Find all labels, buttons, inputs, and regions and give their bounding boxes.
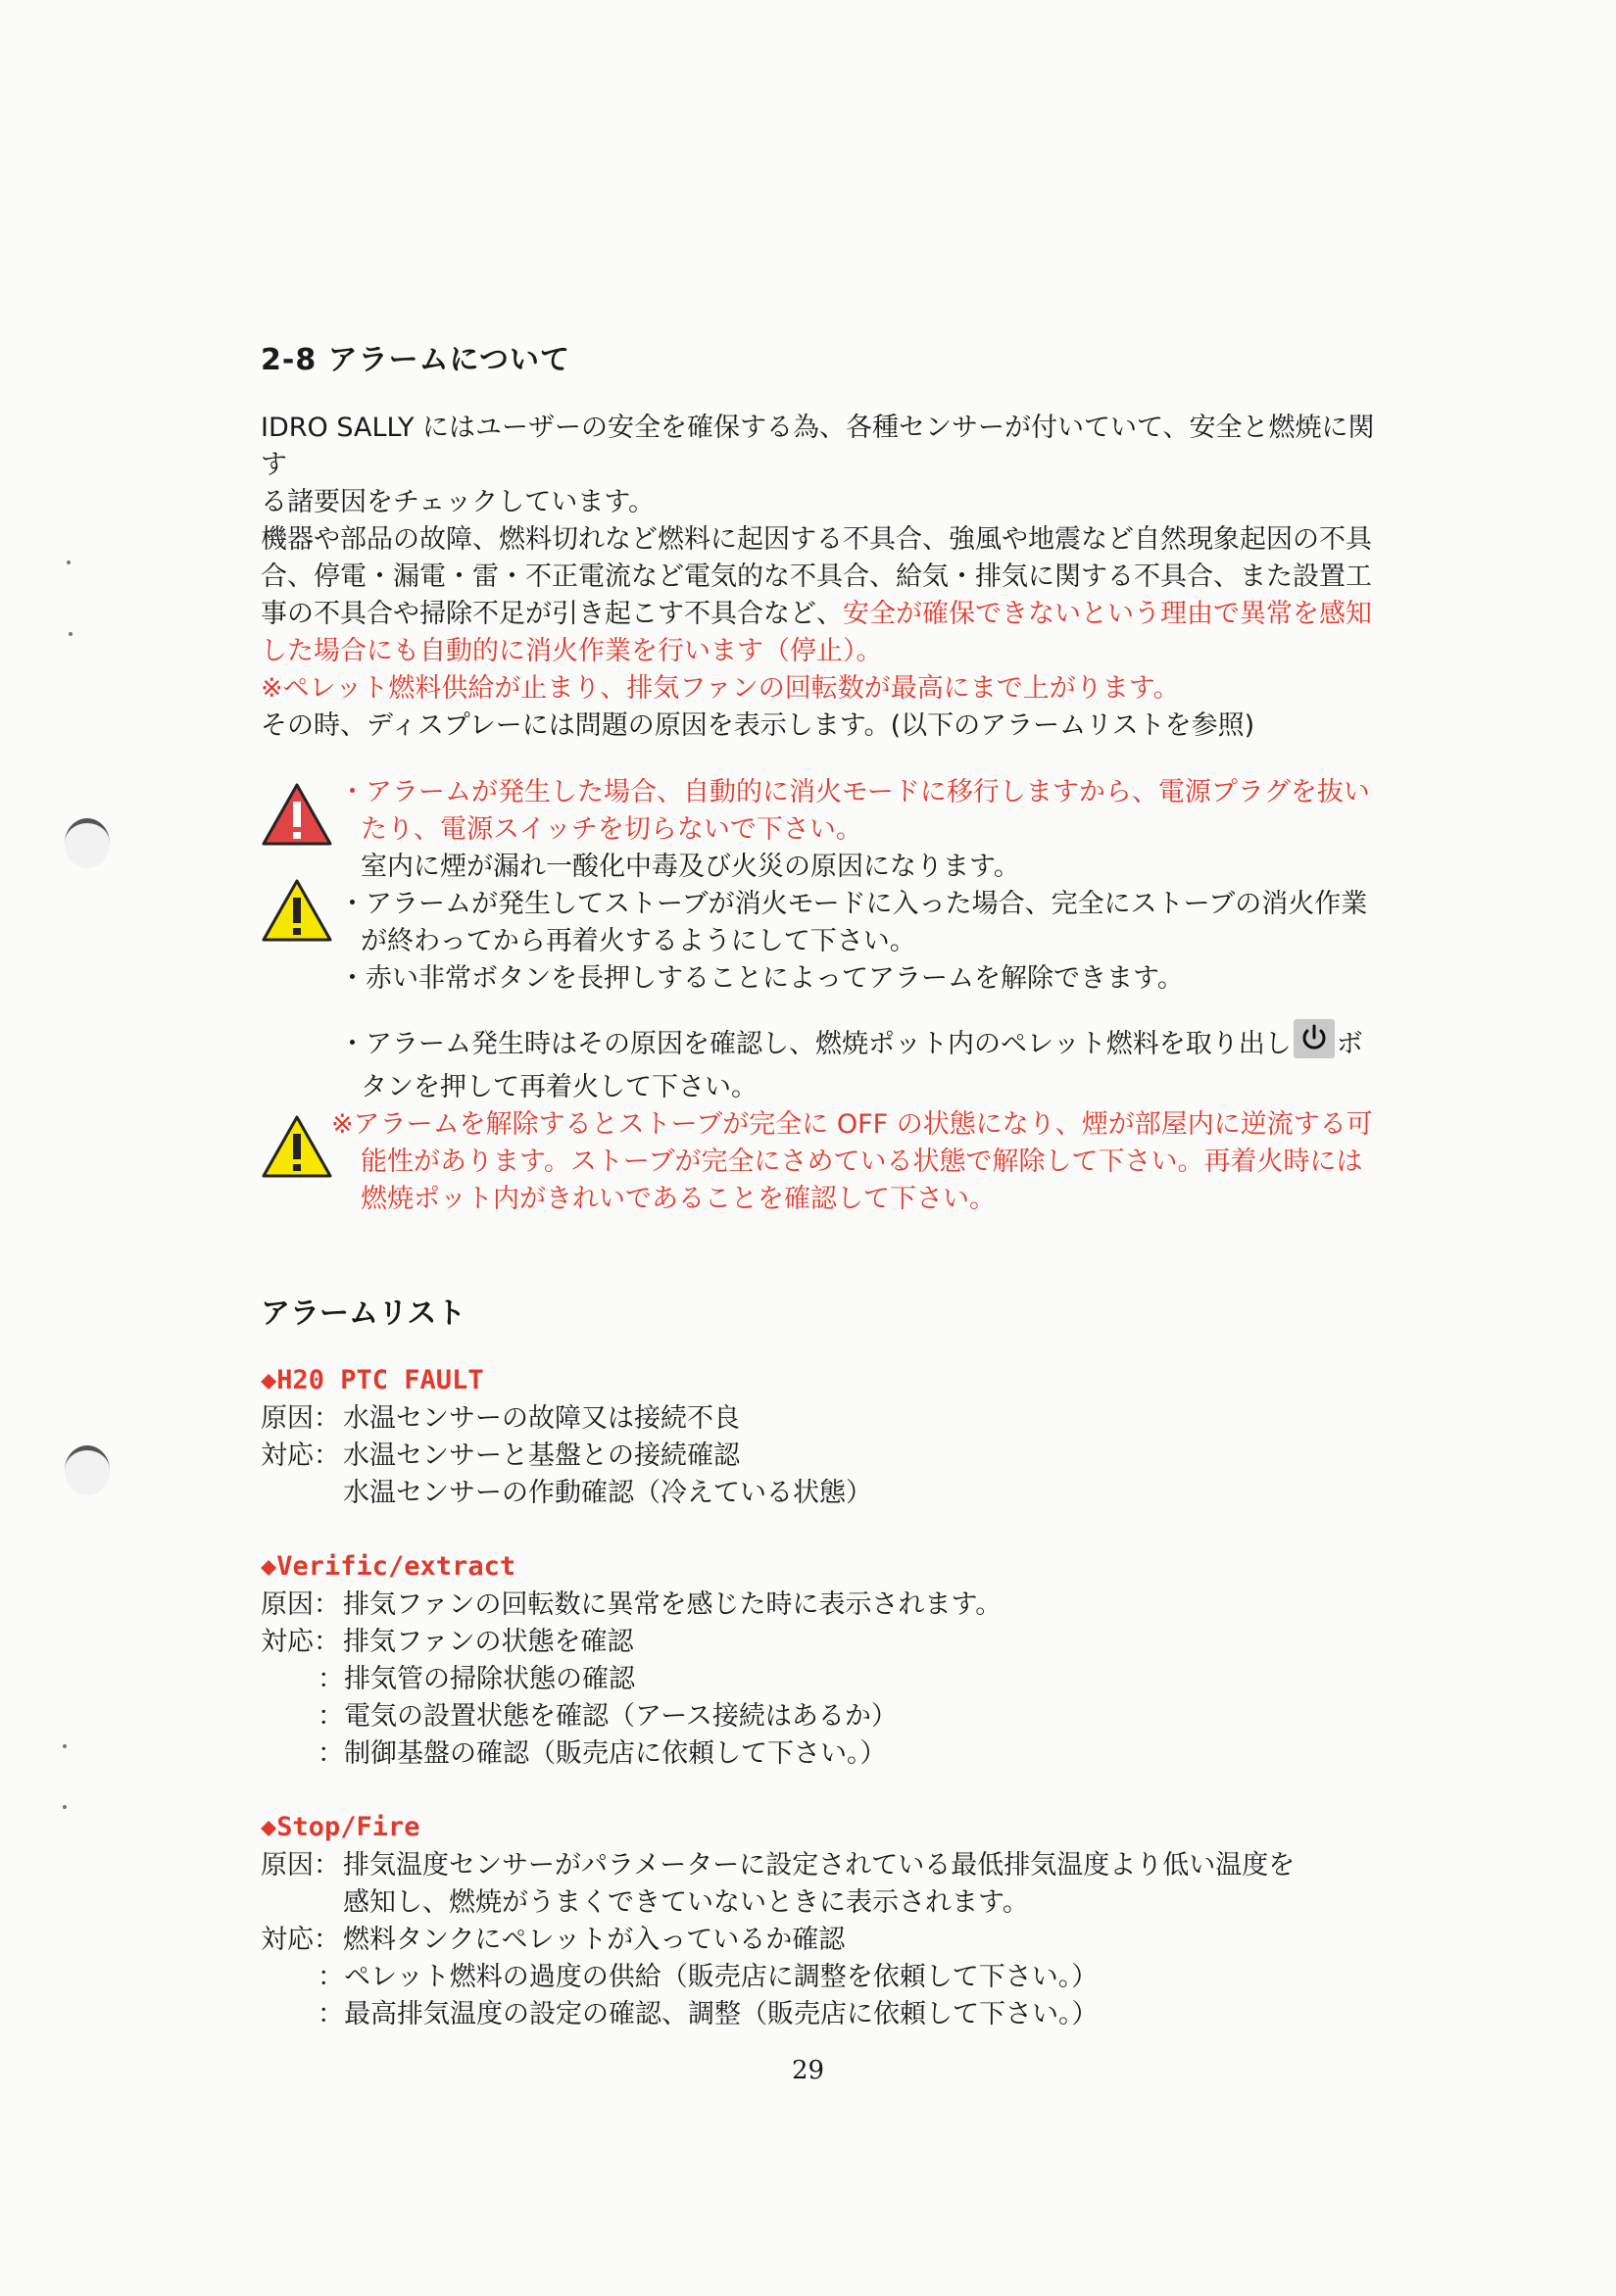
intro-text-red: 安全が確保できないという理由で異常を感知: [843, 599, 1372, 629]
intro-text: [261, 410, 1378, 745]
cause-label: 原因：: [261, 1403, 340, 1434]
action-label: 対応：: [261, 1925, 340, 1955]
action-text: ：最高排気温度の設定の確認、調整（販売店に依頼して下さい。）: [318, 1999, 1099, 2029]
intro-line: [261, 596, 1378, 633]
alarm-name: ◆H20 PTC FAULT: [261, 1365, 484, 1395]
action-text: ：電気の設置状態を確認（アース接続はあるか）: [318, 1701, 898, 1732]
intro-line: 合、停電・漏電・雷・不正電流など電気的な不具合、給気・排気に関する不具合、また設置工: [261, 562, 1372, 592]
action-text: ：ペレット燃料の過度の供給（販売店に調整を依頼して下さい。）: [318, 1962, 1099, 1992]
alarm-cause: [261, 1587, 1378, 1624]
action-label: 対応：: [261, 1441, 340, 1471]
warning-text: が終わってから再着火するようにして下さい。: [361, 926, 916, 956]
warning-text: [339, 1019, 1378, 1063]
intro-text-black: 事の不具合や掃除不足が引き起こす不具合など、: [261, 599, 843, 629]
danger-triangle-icon: [261, 782, 333, 847]
alarm-entry: [261, 1808, 1378, 2033]
warning-caution-red: [261, 1106, 1378, 1218]
warning-danger: [261, 774, 1378, 886]
warning-text-part: ボ: [1336, 1029, 1363, 1059]
caution-triangle-icon: [261, 878, 333, 943]
warning-text-red: たり、電源スイッチを切らないで下さい。: [361, 814, 862, 845]
warning-text: 室内に煙が漏れ一酸化中毒及び火災の原因になります。: [361, 852, 1020, 882]
action-text: 水温センサーと基盤との接続確認: [343, 1441, 740, 1471]
cause-label: 原因：: [261, 1589, 340, 1620]
punch-hole-mark: [65, 1445, 110, 1495]
scan-speck: [63, 1805, 67, 1809]
cause-text: 水温センサーの故障又は接続不良: [343, 1403, 740, 1434]
alarm-name: ◆Stop/Fire: [261, 1812, 420, 1842]
scan-speck: [63, 1744, 67, 1748]
main-content: [261, 335, 1378, 2069]
warning-reignite: [261, 1019, 1378, 1106]
intro-line: る諸要因をチェックしています。: [261, 487, 656, 517]
warning-caution: [261, 886, 1378, 998]
warning-text-red: ※アラームを解除するとストーブが完全に OFF の状態になり、煙が部屋内に逆流する可: [331, 1109, 1373, 1140]
alarm-name: ◆Verific/extract: [261, 1551, 516, 1582]
action-text: ：排気管の掃除状態の確認: [318, 1664, 635, 1694]
alarm-list-title: アラームリスト: [261, 1296, 466, 1331]
power-icon: [1294, 1019, 1335, 1058]
alarm-cause: [261, 1847, 1378, 1884]
cause-text: 排気ファンの回転数に異常を感じた時に表示されます。: [343, 1589, 1003, 1620]
warning-text-red: ・アラームが発生した場合、自動的に消火モードに移行しますから、電源プラグを抜い: [339, 777, 1370, 807]
intro-line: 機器や部品の故障、燃料切れなど燃料に起因する不具合、強風や地震など自然現象起因の不具: [261, 524, 1372, 555]
action-text: 燃料タンクにペレットが入っているか確認: [343, 1925, 846, 1955]
alarm-entry: [261, 1547, 1378, 1773]
alarm-action: [261, 1922, 1378, 1959]
warning-text: ・アラームが発生してストーブが消火モードに入った場合、完全にストーブの消火作業: [339, 889, 1368, 919]
intro-line-red: ※ペレット燃料供給が止まり、排気ファンの回転数が最高にまで上がります。: [261, 673, 1180, 704]
action-text: 排気ファンの状態を確認: [343, 1627, 634, 1657]
warning-text-red: 能性があります。ストーブが完全にさめている状態で解除して下さい。再着火時には: [361, 1147, 1363, 1177]
alarm-entry: [261, 1361, 1378, 1512]
warning-block: [261, 774, 1378, 1218]
alarm-cause: [261, 1400, 1378, 1438]
warning-text: ・赤い非常ボタンを長押しすることによってアラームを解除できます。: [339, 963, 1184, 994]
cause-text: 感知し、燃焼がうまくできていないときに表示されます。: [343, 1887, 1029, 1918]
intro-line: IDRO SALLY にはユーザーの安全を確保する為、各種センサーが付いていて、安全と燃焼に関す: [261, 413, 1375, 480]
punch-hole-mark: [65, 818, 110, 868]
warning-text-red: 燃焼ポット内がきれいであることを確認して下さい。: [361, 1184, 996, 1214]
scan-speck: [69, 632, 73, 636]
scan-speck: [67, 561, 71, 564]
action-label: 対応：: [261, 1627, 340, 1657]
intro-line-red: した場合にも自動的に消火作業を行います（停止）。: [261, 636, 883, 666]
warning-text: タンを押して再着火して下さい。: [361, 1072, 758, 1102]
cause-label: 原因：: [261, 1850, 340, 1881]
action-text: ：制御基盤の確認（販売店に依頼して下さい。）: [318, 1738, 887, 1769]
alarm-action: [261, 1438, 1378, 1475]
cause-text: 排気温度センサーがパラメーターに設定されている最低排気温度より低い温度を: [343, 1850, 1296, 1881]
action-text: 水温センサーの作動確認（冷えている状態）: [343, 1478, 872, 1508]
section-title: 2-8 アラームについて: [261, 343, 571, 377]
page-number: 29: [791, 2056, 825, 2085]
warning-text-part: ・アラーム発生時はその原因を確認し、燃焼ポット内のペレット燃料を取り出し: [339, 1029, 1292, 1059]
intro-line: その時、ディスプレーには問題の原因を表示します。(以下のアラームリストを参照): [261, 710, 1255, 741]
caution-triangle-icon: [261, 1114, 333, 1179]
alarm-action: [261, 1624, 1378, 1661]
